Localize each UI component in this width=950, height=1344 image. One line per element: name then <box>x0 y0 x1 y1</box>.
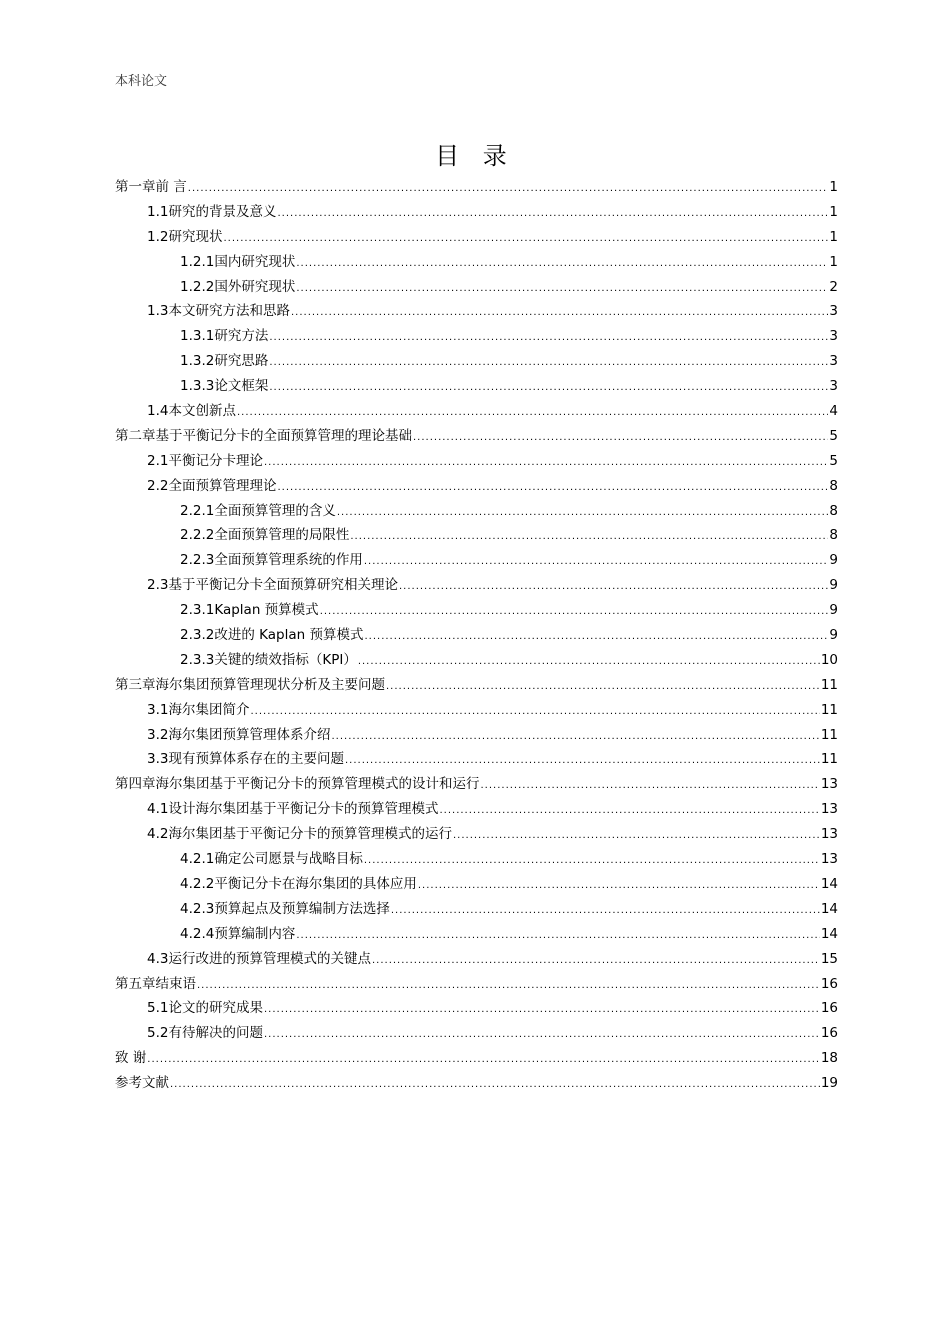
dot-leader <box>269 326 828 351</box>
toc-entry-page: 13 <box>820 801 838 818</box>
toc-entry-page: 10 <box>820 651 838 668</box>
toc-entry[interactable] <box>115 225 838 250</box>
toc-entry[interactable] <box>115 374 838 399</box>
toc-entry-page: 11 <box>820 726 838 743</box>
dot-leader <box>291 301 828 326</box>
toc-entry[interactable] <box>115 523 838 548</box>
dot-leader <box>296 277 828 302</box>
dot-leader <box>364 849 820 874</box>
dot-leader <box>386 675 820 700</box>
dot-leader <box>358 650 820 675</box>
toc-entry[interactable] <box>115 275 838 300</box>
toc-entry[interactable] <box>115 648 838 673</box>
toc-entry[interactable] <box>115 772 838 797</box>
toc-entry-label: 3.2海尔集团预算管理体系介绍 <box>147 726 331 743</box>
toc-entry[interactable] <box>115 399 838 424</box>
toc-entry[interactable] <box>115 200 838 225</box>
toc-entry[interactable] <box>115 897 838 922</box>
toc-entry-page: 8 <box>829 502 838 519</box>
toc-entry-page: 9 <box>829 577 838 594</box>
toc-entry-label: 1.1研究的背景及意义 <box>147 203 277 220</box>
toc-entry-page: 8 <box>829 527 838 544</box>
toc-entry-page: 3 <box>829 353 838 370</box>
toc-entry[interactable] <box>115 449 838 474</box>
dot-leader <box>223 227 828 252</box>
toc-entry-page: 1 <box>829 253 838 270</box>
dot-leader <box>481 774 820 799</box>
toc-entry-page: 13 <box>820 776 838 793</box>
toc-entry-label: 第五章结束语 <box>115 975 196 992</box>
toc-entry-label: 1.3.3论文框架 <box>180 378 269 395</box>
toc-entry-label: 第四章海尔集团基于平衡记分卡的预算管理模式的设计和运行 <box>115 776 480 793</box>
toc-entry[interactable] <box>115 723 838 748</box>
toc-entry[interactable] <box>115 548 838 573</box>
toc-entry[interactable] <box>115 972 838 997</box>
table-of-contents <box>115 175 838 1096</box>
dot-leader <box>364 550 829 575</box>
toc-entry-page: 3 <box>829 303 838 320</box>
toc-entry-page: 11 <box>820 676 838 693</box>
toc-entry-label: 2.3基于平衡记分卡全面预算研究相关理论 <box>147 577 398 594</box>
toc-entry[interactable] <box>115 175 838 200</box>
toc-entry-label: 1.2研究现状 <box>147 228 223 245</box>
toc-entry-label: 3.1海尔集团简介 <box>147 701 250 718</box>
toc-entry-label: 2.3.3关键的绩效指标（KPI） <box>180 651 357 668</box>
toc-entry-page: 2 <box>829 278 838 295</box>
toc-entry-page: 11 <box>820 701 838 718</box>
toc-entry-label: 1.3.1研究方法 <box>180 328 269 345</box>
toc-entry[interactable] <box>115 424 838 449</box>
toc-entry[interactable] <box>115 299 838 324</box>
toc-entry-page: 13 <box>820 851 838 868</box>
toc-title: 目 录 <box>435 142 515 170</box>
toc-entry-label: 2.2全面预算管理理论 <box>147 477 277 494</box>
dot-leader <box>264 1023 820 1048</box>
dot-leader <box>453 824 820 849</box>
dot-leader <box>320 600 829 625</box>
dot-leader <box>250 700 819 725</box>
toc-entry-page: 18 <box>820 1050 838 1067</box>
toc-entry-page: 9 <box>829 552 838 569</box>
toc-entry-page: 16 <box>820 1025 838 1042</box>
toc-entry-label: 1.2.2国外研究现状 <box>180 278 296 295</box>
dot-leader <box>197 974 820 999</box>
dot-leader <box>413 426 828 451</box>
dot-leader <box>439 799 819 824</box>
toc-entry-label: 1.2.1国内研究现状 <box>180 253 296 270</box>
toc-entry[interactable] <box>115 1046 838 1071</box>
dot-leader <box>170 1073 820 1098</box>
toc-entry[interactable] <box>115 1071 838 1096</box>
toc-entry-page: 8 <box>829 477 838 494</box>
toc-entry-label: 3.3现有预算体系存在的主要问题 <box>147 751 344 768</box>
toc-entry-page: 9 <box>829 602 838 619</box>
dot-leader <box>391 899 820 924</box>
toc-entry-label: 4.2.3预算起点及预算编制方法选择 <box>180 900 390 917</box>
toc-entry-page: 15 <box>820 950 838 967</box>
toc-entry-page: 3 <box>829 328 838 345</box>
dot-leader <box>418 874 820 899</box>
toc-entry[interactable] <box>115 947 838 972</box>
toc-entry[interactable] <box>115 673 838 698</box>
toc-entry-label: 2.2.2全面预算管理的局限性 <box>180 527 350 544</box>
dot-leader <box>399 575 828 600</box>
toc-entry-label: 4.3运行改进的预算管理模式的关键点 <box>147 950 371 967</box>
toc-entry[interactable] <box>115 822 838 847</box>
dot-leader <box>296 252 828 277</box>
toc-entry-page: 16 <box>820 975 838 992</box>
toc-entry-page: 1 <box>829 203 838 220</box>
toc-entry[interactable] <box>115 922 838 947</box>
toc-entry[interactable] <box>115 872 838 897</box>
toc-entry-page: 14 <box>820 875 838 892</box>
toc-entry-page: 1 <box>829 228 838 245</box>
toc-entry[interactable] <box>115 1021 838 1046</box>
toc-entry[interactable] <box>115 598 838 623</box>
dot-leader <box>269 376 828 401</box>
toc-entry-label: 5.1论文的研究成果 <box>147 1000 263 1017</box>
toc-entry-label: 第二章基于平衡记分卡的全面预算管理的理论基础 <box>115 427 412 444</box>
toc-entry-label: 1.4本文创新点 <box>147 403 236 420</box>
toc-entry[interactable] <box>115 573 838 598</box>
dot-leader <box>264 451 828 476</box>
toc-entry-page: 14 <box>820 900 838 917</box>
toc-entry-page: 5 <box>829 452 838 469</box>
dot-leader <box>147 1048 820 1073</box>
toc-entry-page: 14 <box>820 925 838 942</box>
toc-entry-page: 3 <box>829 378 838 395</box>
toc-entry[interactable] <box>115 324 838 349</box>
toc-entry-page: 19 <box>820 1075 838 1092</box>
dot-leader <box>331 725 819 750</box>
toc-entry[interactable] <box>115 474 838 499</box>
dot-leader <box>296 924 819 949</box>
toc-entry[interactable] <box>115 349 838 374</box>
dot-leader <box>345 749 820 774</box>
toc-entry-page: 9 <box>829 627 838 644</box>
toc-entry-page: 4 <box>829 403 838 420</box>
toc-entry-page: 1 <box>829 179 838 195</box>
toc-entry[interactable] <box>115 698 838 723</box>
toc-entry-label: 参考文献 <box>115 1075 169 1092</box>
toc-entry-label: 4.1设计海尔集团基于平衡记分卡的预算管理模式 <box>147 801 439 818</box>
toc-entry-label: 致 谢 <box>115 1050 147 1067</box>
toc-entry-page: 13 <box>820 826 838 843</box>
toc-entry[interactable] <box>115 623 838 648</box>
toc-entry-label: 1.3本文研究方法和思路 <box>147 303 290 320</box>
toc-entry-label: 1.3.2研究思路 <box>180 353 269 370</box>
page-header: 本科论文 <box>115 74 168 89</box>
dot-leader <box>350 525 828 550</box>
toc-entry[interactable] <box>115 797 838 822</box>
dot-leader <box>269 351 828 376</box>
toc-entry-label: 2.3.2改进的 Kaplan 预算模式 <box>180 627 364 644</box>
toc-entry[interactable] <box>115 747 838 772</box>
dot-leader <box>188 177 829 202</box>
dot-leader <box>264 998 820 1023</box>
toc-entry-label: 第一章前 言 <box>115 179 187 195</box>
toc-entry-label: 4.2.2平衡记分卡在海尔集团的具体应用 <box>180 875 417 892</box>
dot-leader <box>277 202 828 227</box>
toc-entry-label: 第三章海尔集团预算管理现状分析及主要问题 <box>115 676 385 693</box>
toc-entry-page: 5 <box>829 427 838 444</box>
dot-leader <box>277 476 828 501</box>
toc-entry[interactable] <box>115 996 838 1021</box>
toc-entry-label: 2.3.1Kaplan 预算模式 <box>180 602 319 619</box>
toc-entry-label: 4.2.1确定公司愿景与战略目标 <box>180 851 363 868</box>
dot-leader <box>237 401 828 426</box>
toc-entry-label: 2.2.1全面预算管理的含义 <box>180 502 336 519</box>
toc-entry-label: 2.1平衡记分卡理论 <box>147 452 263 469</box>
toc-entry-label: 4.2海尔集团基于平衡记分卡的预算管理模式的运行 <box>147 826 452 843</box>
dot-leader <box>372 949 820 974</box>
toc-entry-label: 4.2.4预算编制内容 <box>180 925 296 942</box>
dot-leader <box>364 625 828 650</box>
toc-entry-label: 2.2.3全面预算管理系统的作用 <box>180 552 363 569</box>
toc-entry[interactable] <box>115 250 838 275</box>
toc-entry-page: 11 <box>820 751 838 768</box>
toc-entry[interactable] <box>115 499 838 524</box>
toc-entry-page: 16 <box>820 1000 838 1017</box>
toc-entry-label: 5.2有待解决的问题 <box>147 1025 263 1042</box>
toc-entry[interactable] <box>115 847 838 872</box>
dot-leader <box>337 501 829 526</box>
